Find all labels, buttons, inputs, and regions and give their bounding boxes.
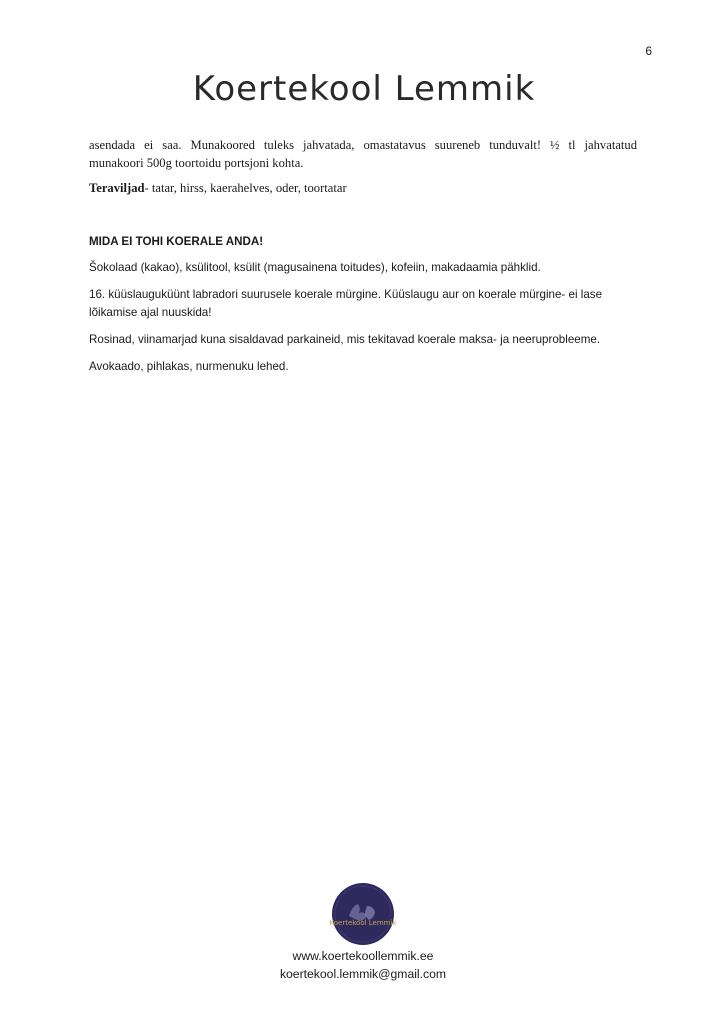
footer-logo-text: Koertekool Lemmik — [329, 919, 397, 927]
warning-item-raisins: Rosinad, viinamarjad kuna sisaldavad parkaineid, mis tekitavad koerale maksa- ja neeruprobleeme. — [89, 333, 601, 346]
paragraph-eggshell — [89, 136, 637, 172]
header-logo-text: Koertekool Lemmik — [192, 69, 536, 109]
warning-item-avocado: Avokaado, pihlakas, nurmenuku lehed. — [89, 360, 289, 373]
cereals-label: Teraviljad — [89, 181, 145, 195]
footer-logo — [331, 882, 395, 946]
warning-item-chocolate: Šokolaad (kakao), ksülitool, ksülit (magusainena toitudes), kofeiin, makadaamia pähklid. — [89, 261, 541, 274]
warning-item-garlic — [89, 286, 649, 322]
cereals-text: - tatar, hirss, kaerahelves, oder, toortatar — [144, 181, 347, 195]
warning-heading: MIDA EI TOHI KOERALE ANDA! — [89, 235, 264, 248]
footer-website[interactable]: www.koertekoollemmik.ee — [292, 949, 434, 963]
paragraph-cereals — [89, 179, 637, 197]
page-number: 6 — [645, 44, 652, 58]
paragraph-eggshell-line2: munakoori 500g toortoidu portsjoni kohta. — [89, 156, 304, 170]
paragraph-eggshell-line1: asendada ei saa. Munakoored tuleks jahvatada, omastatavus suureneb tunduvalt! ½ tl jahvatatud — [89, 138, 637, 152]
warning-item-garlic-line1: 16. küüslauguküünt labradori suurusele koerale mürgine. Küüslaugu aur on koerale mürgine- ei lase — [89, 288, 603, 301]
header-logo — [192, 56, 536, 120]
warning-item-garlic-line2: lõikamise ajal nuuskida! — [89, 306, 212, 319]
footer-email[interactable]: koertekool.lemmik@gmail.com — [279, 967, 447, 981]
